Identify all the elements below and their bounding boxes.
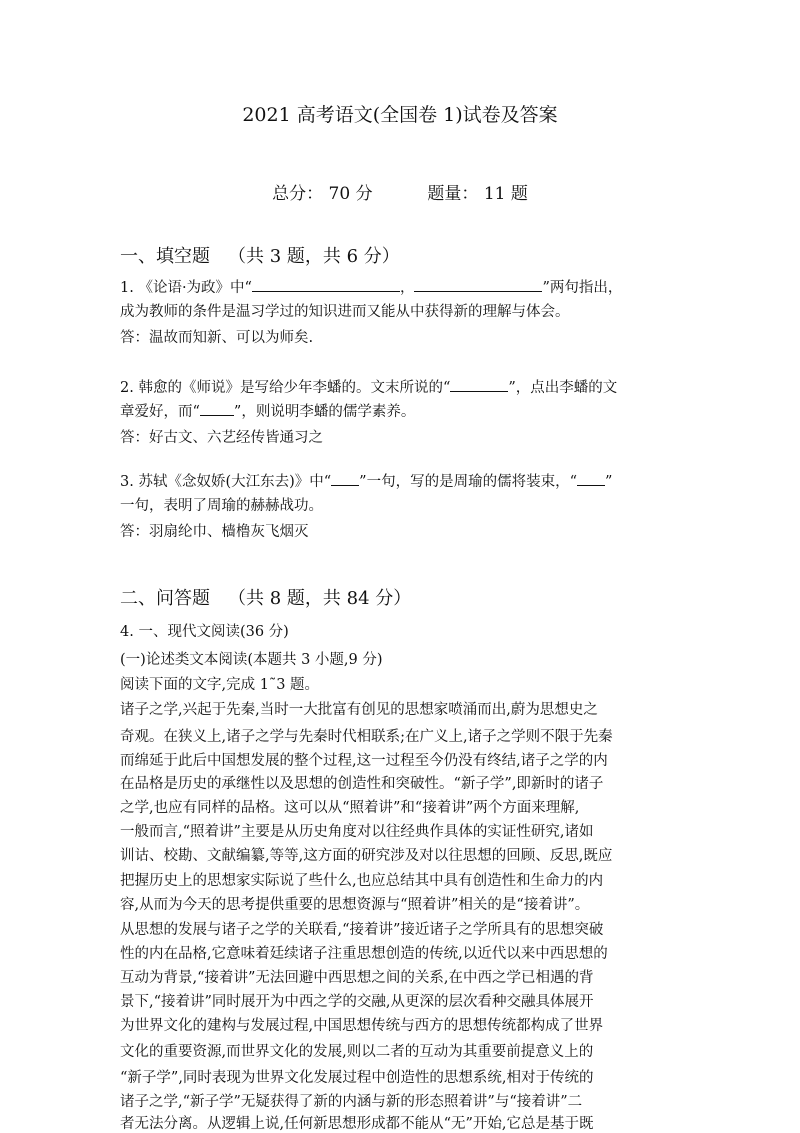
passage-line: 4. 一、现代文阅读(36 分) bbox=[120, 624, 289, 640]
section-heading-questions bbox=[120, 584, 411, 610]
question-text: 2. 韩愈的《师说》是写给少年李蟠的。文末所说的“ bbox=[120, 380, 451, 396]
question-text: ， bbox=[399, 280, 415, 296]
passage-line: 诸子之学,“新子学”无疑获得了新的内涵与新的形态照着讲”与“接着讲”二 bbox=[120, 1094, 583, 1110]
passage-line: 性的内在品格,它意味着廷续诸子注重思想创造的传统,以近代以来中西思想的 bbox=[120, 946, 608, 962]
question-text: 一句，表明了周瑜的赫赫战功。 bbox=[120, 498, 323, 514]
question-2 bbox=[120, 376, 690, 424]
passage-line: 从思想的发展与诸子之学的关联看,“接着讲”接近诸子之学所具有的思想突破 bbox=[120, 922, 604, 938]
section-heading-fill-blank bbox=[120, 242, 400, 268]
passage-line: 者无法分离。从逻辑上说,任何新思想形成都不能从“无”开始,它总是基于既 bbox=[120, 1116, 594, 1132]
passage-line: 容,从而为今天的思考提供重要的思想资源与“照着讲”相关的是“接着讲”。 bbox=[120, 897, 590, 913]
answer-blank[interactable] bbox=[200, 401, 234, 416]
question-text: 章爱好，而“ bbox=[120, 404, 200, 420]
passage-line: 景下,“接着讲”同时展开为中西之学的交融,从更深的层次看种交融具体展开 bbox=[120, 994, 594, 1010]
passage-line: 为世界文化的建构与发展过程,中国思想传统与西方的思想传统都构成了世界 bbox=[120, 1018, 604, 1034]
passage-line: 而绵延于此后中国想发展的整个过程,这一过程至今仍没有终结,诸子之学的内 bbox=[120, 753, 608, 769]
question-text: ”一句，写的是周瑜的儒将装束，“ bbox=[359, 474, 577, 490]
passage-line: 把握历史上的思想家实际说了些什么,也应总结其中具有创造性和生命力的内 bbox=[120, 873, 604, 889]
section-count: （共 8 题，共 84 分） bbox=[228, 588, 412, 609]
passage-line: 在品格是历史的承继性以及思想的创造性和突破性。“新子学”,即新时的诸子 bbox=[120, 776, 604, 792]
answer-blank[interactable] bbox=[577, 471, 605, 486]
page-title: 2021 高考语文(全国卷 1)试卷及答案 bbox=[242, 104, 558, 126]
answer-1: 答：温故而知新、可以为师矣. bbox=[120, 330, 314, 346]
passage-line: 阅读下面的文字,完成 1˜3 题。 bbox=[120, 677, 320, 693]
answer-2: 答：好古文、六艺经传皆通习之 bbox=[120, 430, 323, 446]
answer-blank[interactable] bbox=[331, 471, 359, 486]
passage-line: (一)论述类文本阅读(本题共 3 小题,9 分) bbox=[120, 652, 383, 668]
answer-3: 答：羽扇纶巾、樯橹灰飞烟灭 bbox=[120, 524, 309, 540]
question-text: ” bbox=[605, 474, 613, 490]
question-text: 3. 苏轼《念奴娇(大江东去)》中“ bbox=[120, 474, 332, 490]
total-score-label: 总分： bbox=[272, 184, 324, 204]
answer-blank[interactable] bbox=[414, 277, 542, 292]
question-text: ”，则说明李蟠的儒学素养。 bbox=[233, 404, 416, 420]
passage-line: 之学,也应有同样的品格。这可以从“照着讲”和“接着讲”两个方面来理解, bbox=[120, 800, 580, 816]
answer-blank[interactable] bbox=[252, 277, 400, 292]
passage-line: 互动为背景,“接着讲”无法回避中西思想之间的关系,在中西之学已相遇的背 bbox=[120, 970, 594, 986]
question-text: ”，点出李蟠的文 bbox=[508, 380, 618, 396]
question-count-value: 11 题 bbox=[483, 184, 528, 204]
total-score-value: 70 分 bbox=[328, 184, 373, 204]
question-3 bbox=[120, 470, 690, 518]
question-text: 成为教师的条件是温习学过的知识进而又能从中获得新的理解与体会。 bbox=[120, 304, 570, 320]
passage-line: 训诂、校勘、文献编纂,等等,这方面的研究涉及对以往思想的回顾、反思,既应 bbox=[120, 848, 613, 864]
question-text: ”两句指出， bbox=[542, 280, 623, 296]
passage-line: 文化的重要资源,而世界文化的发展,则以二者的互动为其重要前提意义上的 bbox=[120, 1044, 594, 1060]
answer-blank[interactable] bbox=[450, 377, 508, 392]
exam-summary bbox=[0, 179, 800, 204]
section-title: 二、问答题 bbox=[120, 588, 210, 609]
passage-line: 一般而言,“照着讲”主要是从历史角度对以往经典作具体的实证性研究,诸如 bbox=[120, 824, 594, 840]
section-title: 一、填空题 bbox=[120, 246, 210, 267]
question-text: 1. 《论语·为政》中“ bbox=[120, 280, 252, 296]
section-count: （共 3 题，共 6 分） bbox=[228, 246, 400, 267]
passage-line: 诸子之学,兴起于先秦,当时一大批富有创见的思想家喷涌而出,蔚为思想史之 bbox=[120, 702, 598, 718]
passage-line: 奇观。在狭义上,诸子之学与先秦时代相联系;在广义上,诸子之学则不限于先秦 bbox=[120, 729, 613, 745]
question-1 bbox=[120, 276, 690, 324]
passage-line: “新子学”,同时表现为世界文化发展过程中创造性的思想系统,相对于传统的 bbox=[120, 1070, 594, 1086]
question-count-label: 题量： bbox=[427, 184, 479, 204]
